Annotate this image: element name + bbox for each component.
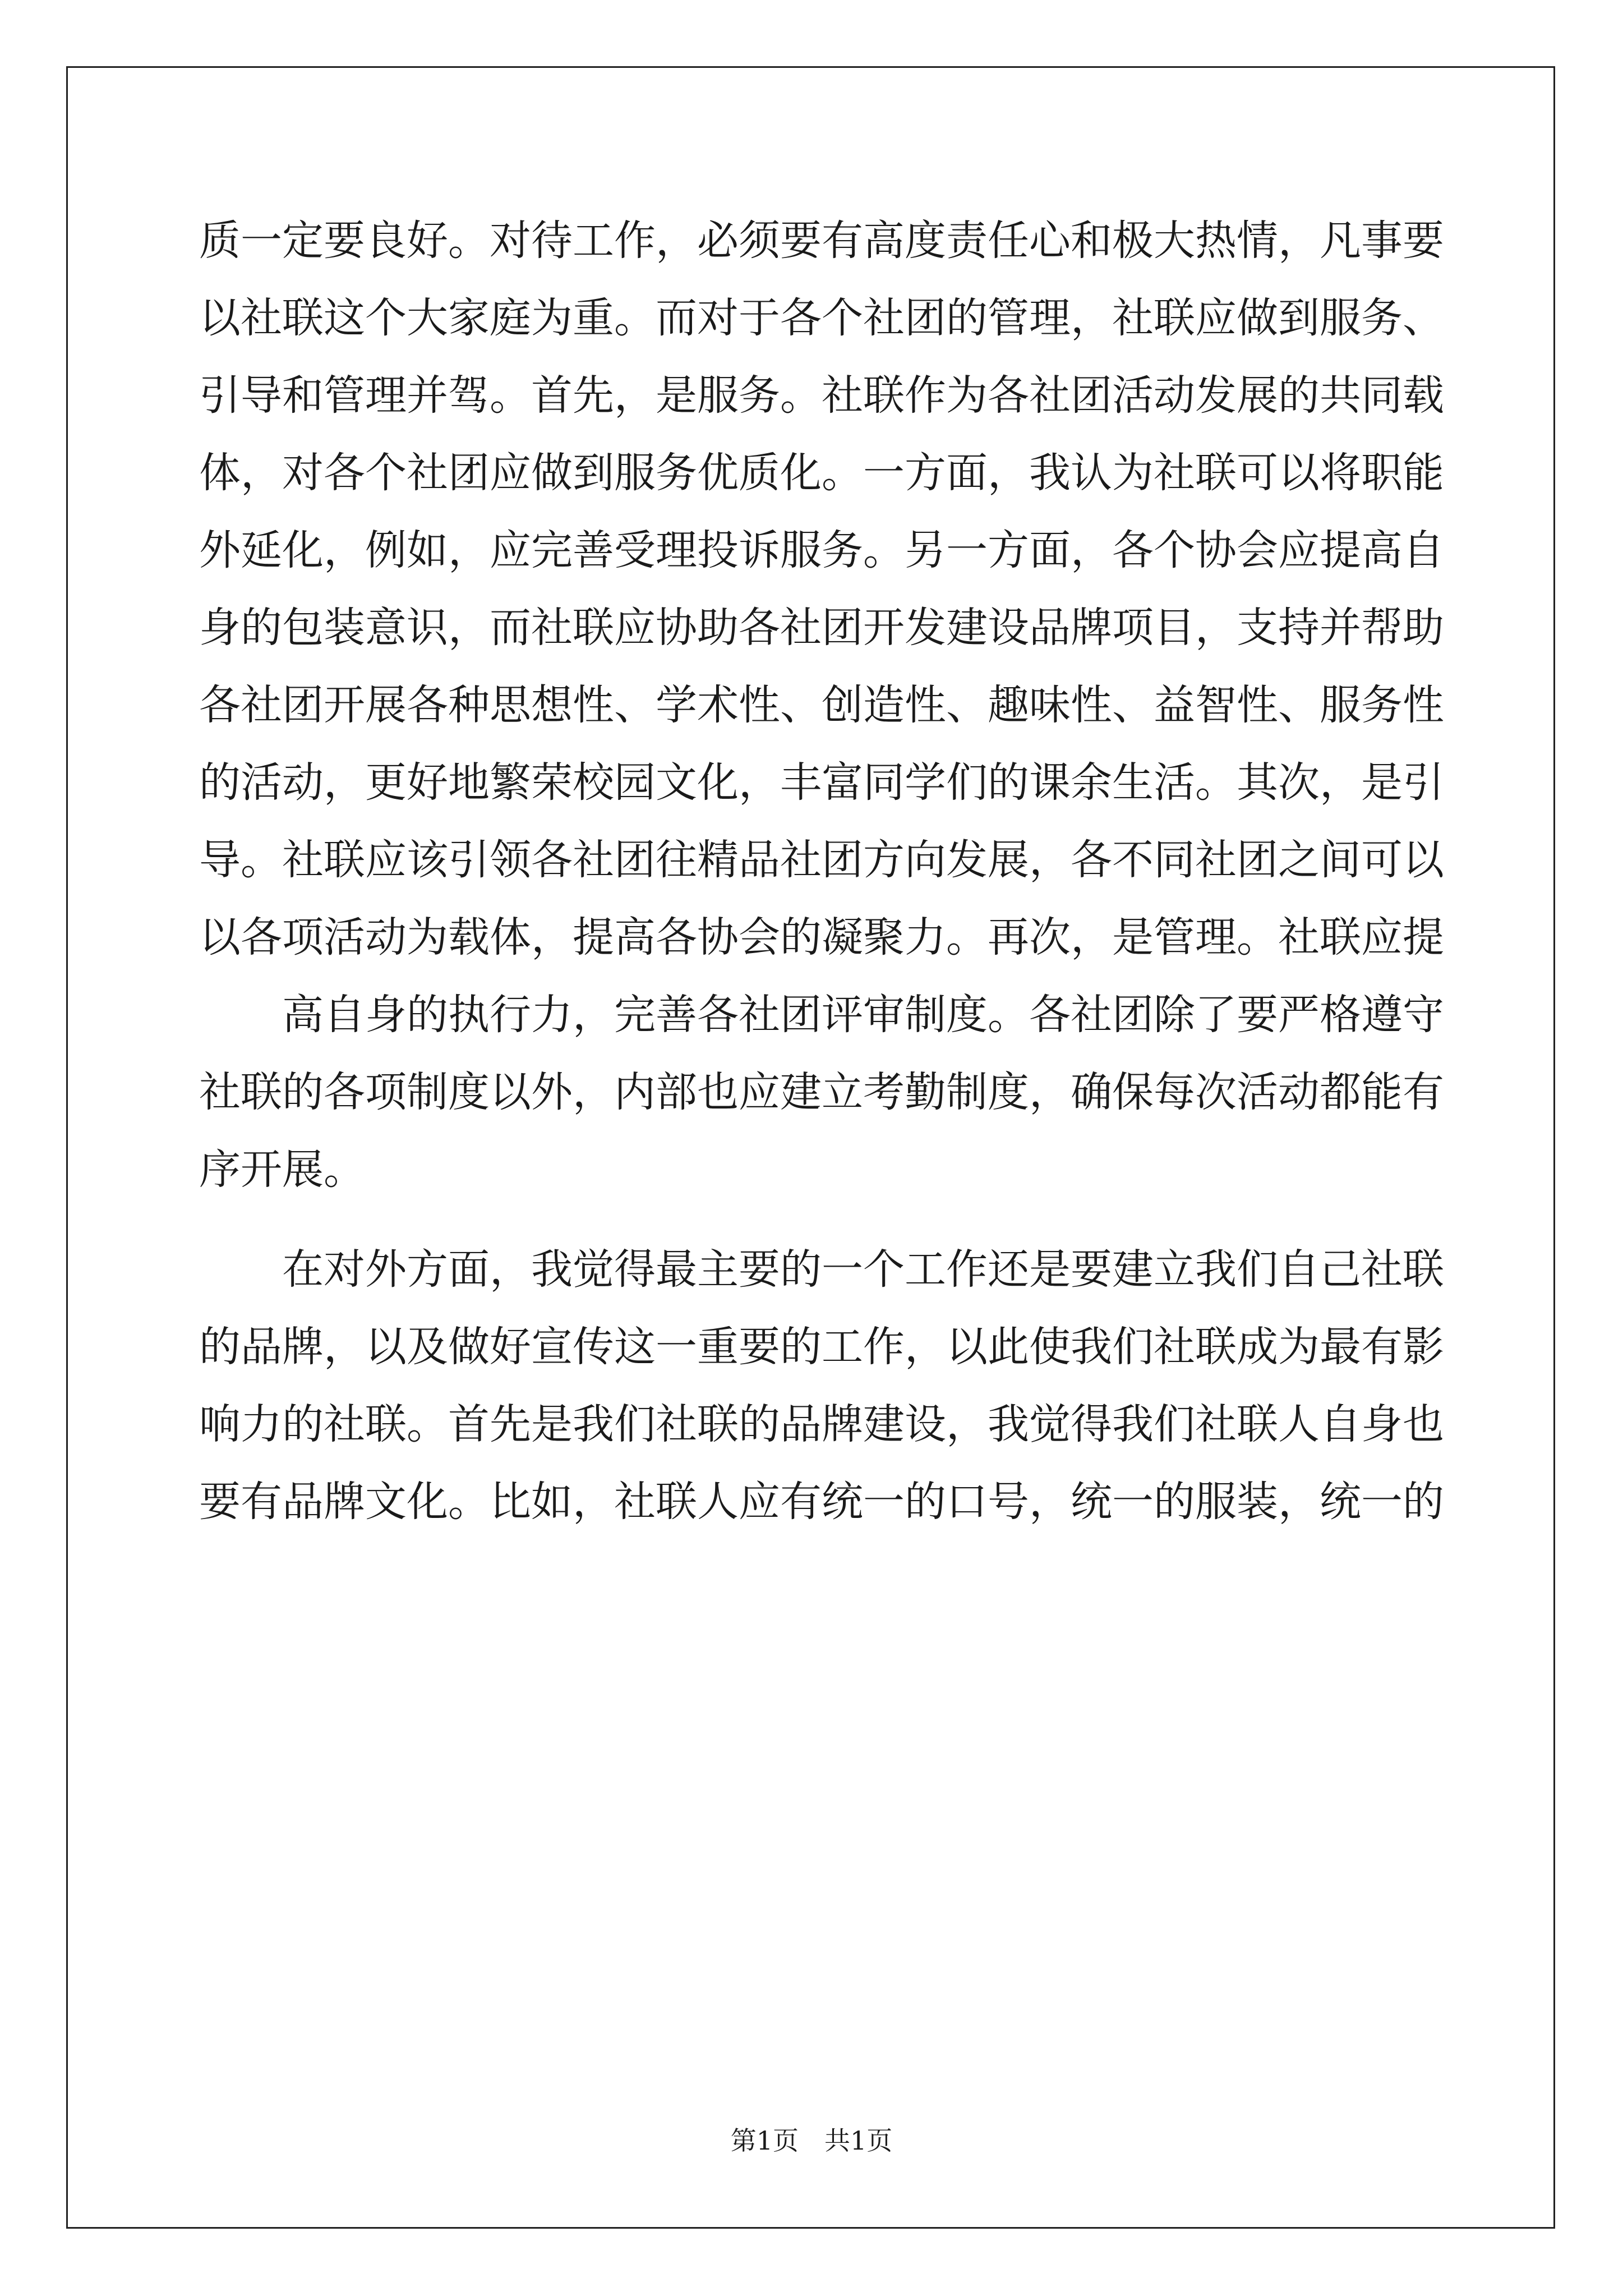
text-line: 引导和管理并驾。首先，是服务。社联作为各社团活动发展的共同载 bbox=[199, 371, 1444, 420]
text-line: 以社联这个大家庭为重。而对于各个社团的管理，社联应做到服务、 bbox=[199, 294, 1444, 342]
text-line: 的活动，更好地繁荣校园文化，丰富同学们的课余生活。其次，是引 bbox=[199, 758, 1444, 807]
text-line: 以各项活动为载体，提高各协会的凝聚力。再次，是管理。社联应提 bbox=[199, 913, 1444, 961]
text-line: 导。社联应该引领各社团往精品社团方向发展，各不同社团之间可以 bbox=[199, 836, 1444, 884]
paragraph-1 bbox=[199, 202, 1444, 976]
paragraph-3 bbox=[199, 1231, 1444, 1540]
text-line: 体，对各个社团应做到服务优质化。一方面，我认为社联可以将职能 bbox=[199, 449, 1444, 497]
text-line: 外延化，例如，应完善受理投诉服务。另一方面，各个协会应提高自 bbox=[199, 526, 1444, 574]
text-line: 各社团开展各种思想性、学术性、创造性、趣味性、益智性、服务性 bbox=[199, 681, 1444, 729]
text-line: 在对外方面，我觉得最主要的一个工作还是要建立我们自己社联 bbox=[282, 1245, 1444, 1294]
text-line: 高自身的执行力，完善各社团评审制度。各社团除了要严格遵守 bbox=[282, 991, 1444, 1039]
text-line: 质一定要良好。对待工作，必须要有高度责任心和极大热情，凡事要 bbox=[199, 217, 1444, 265]
document-body bbox=[199, 202, 1444, 1540]
text-line: 身的包装意识，而社联应协助各社团开发建设品牌项目，支持并帮助 bbox=[199, 604, 1444, 652]
text-line: 响力的社联。首先是我们社联的品牌建设，我觉得我们社联人自身也 bbox=[199, 1400, 1444, 1448]
text-line: 序开展。 bbox=[199, 1145, 365, 1194]
text-line: 社联的各项制度以外，内部也应建立考勤制度，确保每次活动都能有 bbox=[199, 1068, 1444, 1116]
paragraph-2 bbox=[199, 976, 1444, 1208]
text-line: 要有品牌文化。比如，社联人应有统一的口号，统一的服装，统一的 bbox=[199, 1478, 1444, 1526]
text-line: 的品牌，以及做好宣传这一重要的工作，以此使我们社联成为最有影 bbox=[199, 1323, 1444, 1371]
paragraph-spacer bbox=[199, 1208, 1427, 1231]
page-number-footer: 第1页 共1页 bbox=[730, 2125, 893, 2156]
